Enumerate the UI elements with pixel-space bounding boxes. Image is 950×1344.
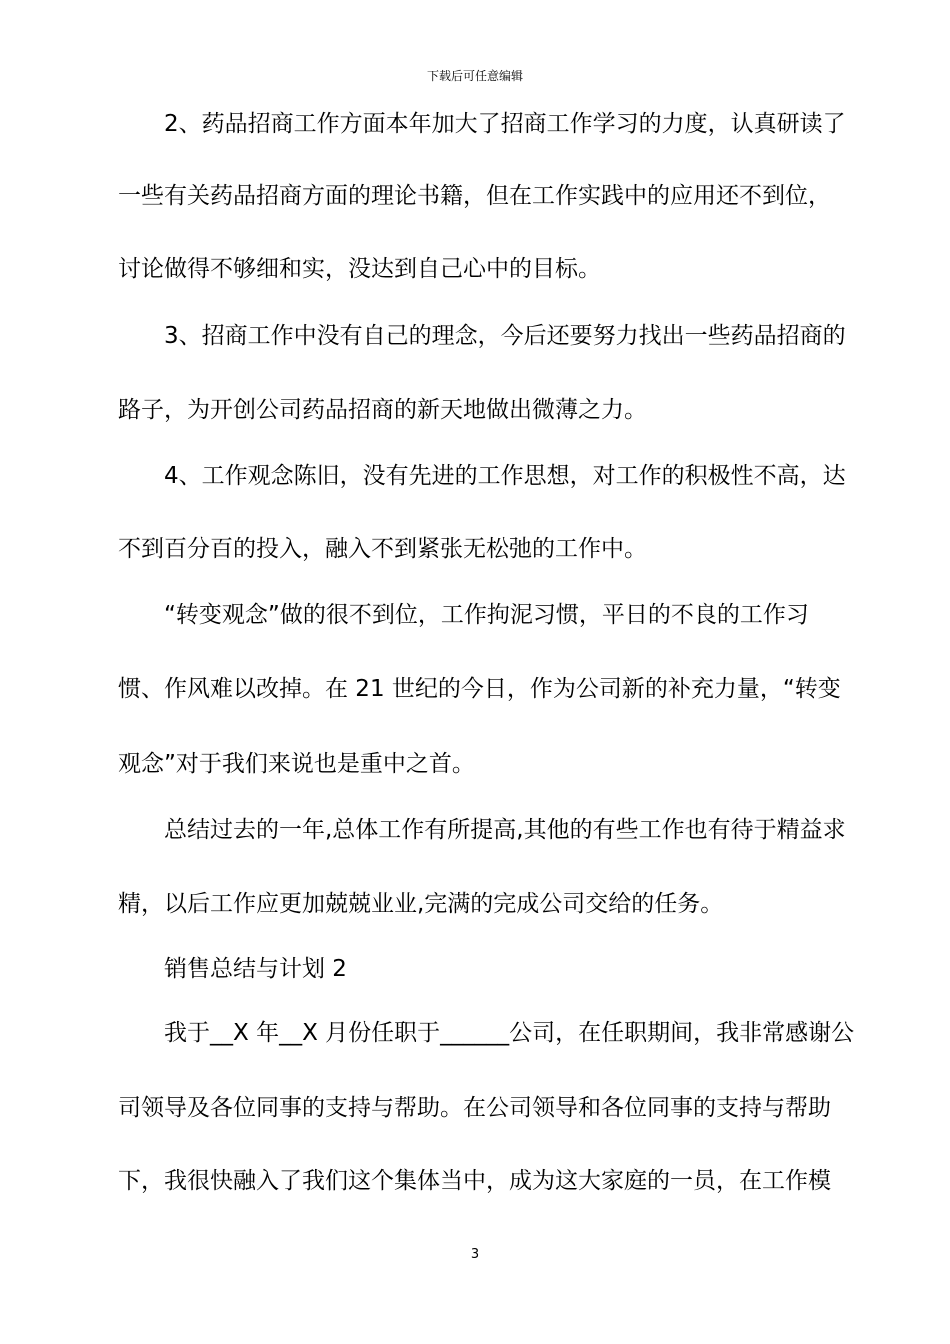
text-line: 我于__X 年__X 月份任职于______公司，在任职期间，我非常感谢公 [164,1020,855,1046]
text-line: 4、工作观念陈旧，没有先进的工作思想，对工作的积极性不高，达 [164,463,846,489]
text-line: 3、招商工作中没有自己的理念，今后还要努力找出一些药品招商的 [164,323,846,349]
page-number: 3 [470,1247,480,1262]
text-line: 精，以后工作应更加兢兢业业,完满的完成公司交给的任务。 [118,891,724,917]
text-line: 总结过去的一年,总体工作有所提高,其他的有些工作也有待于精益求 [164,817,846,843]
page-header: 下载后可任意编辑 [426,69,523,83]
text-line: 司领导及各位同事的支持与帮助。在公司领导和各位同事的支持与帮助 [118,1095,831,1121]
section-heading: 销售总结与计划 2 [164,956,347,982]
text-line: “转变观念”做的很不到位，工作拘泥习惯，平日的不良的工作习 [164,602,809,628]
text-line: 观念”对于我们来说也是重中之首。 [118,751,475,777]
text-line: 讨论做得不够细和实，没达到自己心中的目标。 [118,256,601,282]
text-line: 2、药品招商工作方面本年加大了招商工作学习的力度，认真研读了 [164,111,846,137]
text-line: 路子，为开创公司药品招商的新天地做出微薄之力。 [118,397,647,423]
text-line: 不到百分百的投入，融入不到紧张无松弛的工作中。 [118,536,647,562]
text-line: 惯、作风难以改掉。在 21 世纪的今日，作为公司新的补充力量，“转变 [118,676,841,702]
text-line: 下，我很快融入了我们这个集体当中，成为这大家庭的一员，在工作模 [118,1168,831,1194]
text-line: 一些有关药品招商方面的理论书籍，但在工作实践中的应用还不到位， [118,183,831,209]
